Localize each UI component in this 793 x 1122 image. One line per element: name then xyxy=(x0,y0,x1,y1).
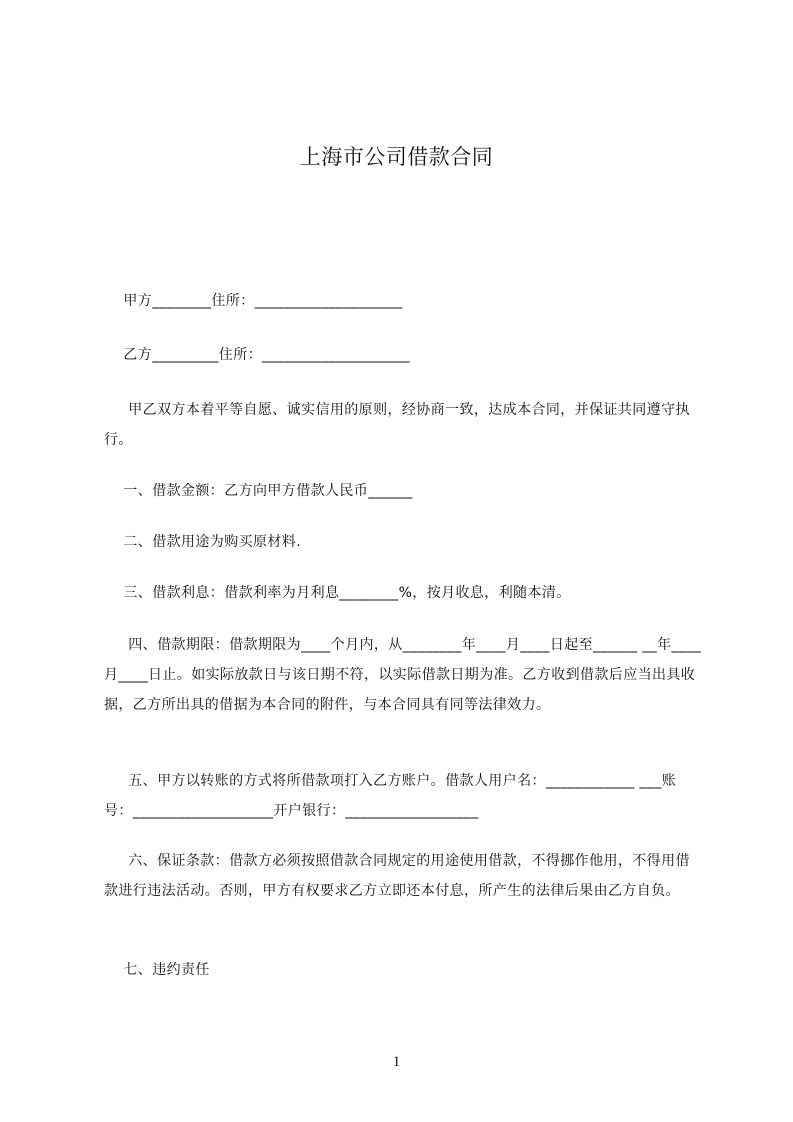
clause-loan-amount: 一、借款金额：乙方向甲方借款人民币______ xyxy=(104,483,413,499)
page-number: 1 xyxy=(392,1054,401,1070)
clause-transfer-account: 五、甲方以转账的方式将所借款项打入乙方账户。借款人用户名：____________ ___账号：___________________开户银行：__________________ xyxy=(104,773,677,819)
clause-liability-heading: 七、违约责任 xyxy=(104,962,210,978)
clause-guarantee: 六、保证条款：借款方必须按照借款合同规定的用途使用借款，不得挪作他用，不得用借款进行违法活动。否则，甲方有权要求乙方立即还本付息，所产生的法律后果由乙方自负。 xyxy=(104,853,690,899)
party-a-line: 甲方________住所：____________________ xyxy=(104,293,403,309)
clause-loan-purpose: 二、借款用途为购买原材料. xyxy=(104,534,302,550)
clause-loan-interest: 三、借款利息：借款利率为月利息________%，按月收息，利随本清。 xyxy=(104,585,571,601)
clause-loan-term: 四、借款期限：借款期限为____个月内，从________年____月____日起至______ __年____月____日止。如实际放款日与该日期不符，以实际借款日期为准。乙方收到借款后应当出具收据，乙方所出具的借据为本合同的附件，与本合同具有同等法律效力。 xyxy=(104,637,702,713)
contract-title: 上海市公司借款合同 xyxy=(299,145,494,169)
preamble-paragraph: 甲乙双方本着平等自愿、诚实信用的原则，经协商一致，达成本合同，并保证共同遵守执行。 xyxy=(104,402,690,448)
party-b-line: 乙方_________住所：____________________ xyxy=(104,347,411,363)
